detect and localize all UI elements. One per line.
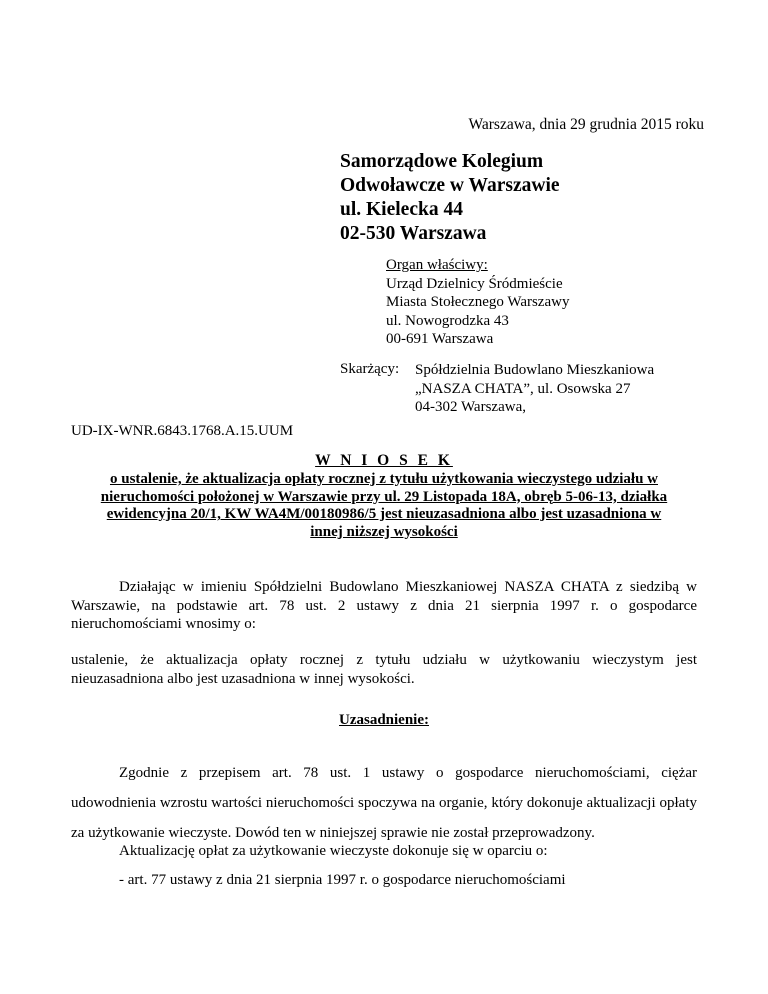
organ-block [386, 256, 569, 349]
organ-label: Organ właściwy: [386, 257, 488, 273]
motion-title [60, 452, 708, 541]
motion-subject-line: o ustalenie, że aktualizacja opłaty rocznej z tytułu użytkowania wieczystego udziału w [109, 471, 658, 487]
organ-line: Urząd Dzielnicy Śródmieście [386, 275, 563, 292]
complainant-label: Skarżący: [340, 361, 400, 377]
complainant-line: Spółdzielnia Budowlano Mieszkaniowa [415, 362, 655, 378]
organ-line: ul. Nowogrodzka 43 [386, 312, 509, 329]
paragraph-request: Działając w imieniu Spółdzielni Budowlano Mieszkaniowej NASZA CHATA z siedzibą w Warszawie, na podstawie art. 78 ust. 2 ustawy z dnia 21 sierpnia 1997 r. o gospodarce nieruchomościami wnosimy o: [71, 579, 697, 632]
document-date: Warszawa, dnia 29 grudnia 2015 roku [468, 116, 704, 133]
complainant-line: „NASZA CHATA”, ul. Osowska 27 [415, 380, 631, 397]
motion-subject [60, 471, 708, 541]
case-reference: UD-IX-WNR.6843.1768.A.15.UUM [71, 423, 294, 439]
motion-heading: W N I O S E K [315, 452, 453, 469]
list-item: - art. 77 ustawy z dnia 21 sierpnia 1997 r. o gospodarce nieruchomościami [119, 872, 566, 888]
paragraph-basis: Aktualizację opłat za użytkowanie wieczyste dokonuje się w oparciu o: [119, 843, 548, 859]
addressee-line: Odwoławcze w Warszawie [340, 175, 560, 196]
justification-heading: Uzasadnienie: [339, 712, 429, 728]
addressee-line: 02-530 Warszawa [340, 223, 487, 244]
addressee-line: ul. Kielecka 44 [340, 199, 463, 220]
motion-subject-line: ewidencyjna 20/1, KW WA4M/00180986/5 jest nieuzasadniona albo jest uzasadniona w [106, 506, 662, 522]
motion-subject-line: innej niższej wysokości [310, 523, 458, 540]
paragraph-demand: ustalenie, że aktualizacja opłaty rocznej z tytułu udziału w użytkowaniu wieczystym jest nieuzasadniona albo jest uzasadniona w innej wysokości. [71, 652, 697, 687]
organ-line: 00-691 Warszawa [386, 331, 494, 347]
organ-line: Miasta Stołecznego Warszawy [386, 294, 570, 310]
motion-subject-line: nieruchomości położonej w Warszawie przy ul. 29 Listopada 18A, obręb 5-06-13, działka [100, 488, 668, 505]
complainant-block [415, 361, 654, 417]
paragraph-justification: Zgodnie z przepisem art. 78 ust. 1 ustawy o gospodarce nieruchomościami, ciężar udowodnienia wzrostu wartości nieruchomości spoczywa na organie, który dokonuje aktualizacji opłaty za użytkowanie wieczyste. Dowód ten w niniejszej sprawie nie został przeprowadzony. [71, 765, 697, 841]
complainant-line: 04-302 Warszawa, [415, 399, 526, 415]
addressee-line: Samorządowe Kolegium [340, 151, 544, 172]
addressee-block [340, 150, 560, 246]
